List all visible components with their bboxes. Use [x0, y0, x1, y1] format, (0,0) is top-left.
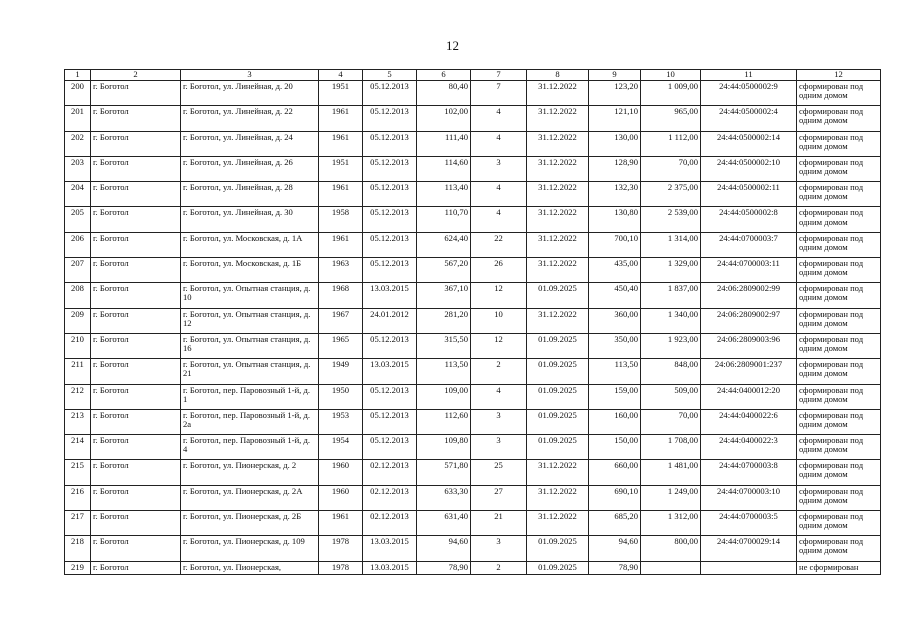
cell-land-status: сформирован под одним домом	[797, 536, 881, 561]
cell-address: г. Боготол, пер. Паровозный 1-й, д. 4	[181, 435, 319, 460]
cell-area: 113,50	[417, 359, 471, 384]
cell-land-status: сформирован под одним домом	[797, 308, 881, 333]
cell-cadastral-number: 24:44:0400012:20	[701, 384, 797, 409]
cell-area-total: 94,60	[589, 536, 641, 561]
cell-area-total: 78,90	[589, 561, 641, 574]
cell-row-number: 203	[65, 156, 91, 181]
cell-row-number: 201	[65, 106, 91, 131]
cell-municipality: г. Боготол	[91, 207, 181, 232]
cell-date-included: 02.12.2013	[363, 460, 417, 485]
cell-area-total: 121,10	[589, 106, 641, 131]
cell-row-number: 209	[65, 308, 91, 333]
table-row	[65, 207, 881, 232]
cell-residents: 4	[471, 106, 527, 131]
cell-build-year: 1968	[319, 283, 363, 308]
cell-build-year: 1978	[319, 561, 363, 574]
cell-build-year: 1967	[319, 308, 363, 333]
cell-land-status: сформирован под одним домом	[797, 409, 881, 434]
table-row	[65, 308, 881, 333]
cell-row-number: 205	[65, 207, 91, 232]
cell-area: 110,70	[417, 207, 471, 232]
cell-land-area	[641, 561, 701, 574]
column-header-2: 2	[91, 70, 181, 81]
cell-date-included: 05.12.2013	[363, 131, 417, 156]
table-header	[65, 70, 881, 81]
cell-address: г. Боготол, ул. Московская, д. 1Б	[181, 258, 319, 283]
cell-cadastral-number: 24:44:0500002:4	[701, 106, 797, 131]
cell-area-total: 450,40	[589, 283, 641, 308]
cell-land-area: 2 375,00	[641, 182, 701, 207]
cell-land-area: 1 481,00	[641, 460, 701, 485]
cell-area-total: 350,00	[589, 333, 641, 358]
cell-land-status: сформирован под одним домом	[797, 511, 881, 536]
cell-area-total: 160,00	[589, 409, 641, 434]
cell-planned-date: 31.12.2022	[527, 460, 589, 485]
cell-build-year: 1961	[319, 106, 363, 131]
cell-address: г. Боготол, ул. Пионерская, д. 2А	[181, 485, 319, 510]
column-header-11: 11	[701, 70, 797, 81]
cell-area-total: 435,00	[589, 258, 641, 283]
cell-land-status: сформирован под одним домом	[797, 207, 881, 232]
cell-municipality: г. Боготол	[91, 333, 181, 358]
cell-planned-date: 01.09.2025	[527, 536, 589, 561]
cell-date-included: 05.12.2013	[363, 333, 417, 358]
table-row	[65, 258, 881, 283]
cell-area-total: 700,10	[589, 232, 641, 257]
cell-build-year: 1960	[319, 485, 363, 510]
cell-municipality: г. Боготол	[91, 536, 181, 561]
cell-residents: 3	[471, 156, 527, 181]
cell-land-status: сформирован под одним домом	[797, 283, 881, 308]
cell-land-status: сформирован под одним домом	[797, 258, 881, 283]
cell-land-area: 70,00	[641, 409, 701, 434]
cell-municipality: г. Боготол	[91, 283, 181, 308]
cell-cadastral-number: 24:44:0500002:10	[701, 156, 797, 181]
cell-land-area: 1 314,00	[641, 232, 701, 257]
cell-area: 114,60	[417, 156, 471, 181]
table-row	[65, 232, 881, 257]
cell-municipality: г. Боготол	[91, 258, 181, 283]
cell-residents: 22	[471, 232, 527, 257]
cell-cadastral-number: 24:44:0500002:14	[701, 131, 797, 156]
cell-planned-date: 31.12.2022	[527, 81, 589, 106]
column-header-12: 12	[797, 70, 881, 81]
cell-land-area: 1 249,00	[641, 485, 701, 510]
cell-planned-date: 31.12.2022	[527, 258, 589, 283]
cell-residents: 10	[471, 308, 527, 333]
cell-land-area: 1 009,00	[641, 81, 701, 106]
cell-municipality: г. Боготол	[91, 131, 181, 156]
cell-municipality: г. Боготол	[91, 359, 181, 384]
cell-planned-date: 31.12.2022	[527, 232, 589, 257]
cell-date-included: 05.12.2013	[363, 258, 417, 283]
cell-date-included: 05.12.2013	[363, 182, 417, 207]
table-row	[65, 511, 881, 536]
cell-row-number: 206	[65, 232, 91, 257]
cell-area-total: 150,00	[589, 435, 641, 460]
cell-area-total: 130,80	[589, 207, 641, 232]
cell-municipality: г. Боготол	[91, 156, 181, 181]
cell-date-included: 24.01.2012	[363, 308, 417, 333]
table-row	[65, 333, 881, 358]
cell-residents: 3	[471, 435, 527, 460]
cell-area-total: 113,50	[589, 359, 641, 384]
cell-land-area: 800,00	[641, 536, 701, 561]
cell-residents: 4	[471, 131, 527, 156]
table-row	[65, 536, 881, 561]
cell-row-number: 214	[65, 435, 91, 460]
cell-row-number: 211	[65, 359, 91, 384]
cell-land-area: 1 112,00	[641, 131, 701, 156]
cell-land-area: 1 923,00	[641, 333, 701, 358]
cell-land-status: сформирован под одним домом	[797, 131, 881, 156]
cell-planned-date: 31.12.2022	[527, 156, 589, 181]
cell-residents: 3	[471, 409, 527, 434]
table-row	[65, 106, 881, 131]
cell-date-included: 13.03.2015	[363, 561, 417, 574]
cell-row-number: 207	[65, 258, 91, 283]
cell-residents: 4	[471, 207, 527, 232]
cell-area: 102,00	[417, 106, 471, 131]
cell-date-included: 05.12.2013	[363, 409, 417, 434]
cell-municipality: г. Боготол	[91, 561, 181, 574]
cell-municipality: г. Боготол	[91, 182, 181, 207]
cell-area-total: 159,00	[589, 384, 641, 409]
cell-area-total: 685,20	[589, 511, 641, 536]
cell-cadastral-number: 24:06:2809002:97	[701, 308, 797, 333]
table-row	[65, 182, 881, 207]
cell-cadastral-number: 24:44:0700003:8	[701, 460, 797, 485]
cell-address: г. Боготол, ул. Линейная, д. 30	[181, 207, 319, 232]
column-header-3: 3	[181, 70, 319, 81]
cell-date-included: 05.12.2013	[363, 156, 417, 181]
cell-municipality: г. Боготол	[91, 308, 181, 333]
cell-area: 111,40	[417, 131, 471, 156]
cell-build-year: 1961	[319, 131, 363, 156]
cell-row-number: 213	[65, 409, 91, 434]
cell-cadastral-number	[701, 561, 797, 574]
page-number: 12	[446, 38, 459, 53]
cell-land-status: сформирован под одним домом	[797, 156, 881, 181]
table-body	[65, 81, 881, 575]
cell-cadastral-number: 24:44:0700003:5	[701, 511, 797, 536]
cell-land-area: 848,00	[641, 359, 701, 384]
cell-residents: 2	[471, 359, 527, 384]
cell-date-included: 05.12.2013	[363, 207, 417, 232]
cell-land-area: 509,00	[641, 384, 701, 409]
cell-cadastral-number: 24:44:0400022:3	[701, 435, 797, 460]
cell-row-number: 212	[65, 384, 91, 409]
cell-row-number: 215	[65, 460, 91, 485]
cell-area-total: 130,00	[589, 131, 641, 156]
cell-cadastral-number: 24:44:0700003:10	[701, 485, 797, 510]
cell-area: 109,80	[417, 435, 471, 460]
cell-municipality: г. Боготол	[91, 435, 181, 460]
cell-date-included: 05.12.2013	[363, 435, 417, 460]
cell-row-number: 208	[65, 283, 91, 308]
cell-cadastral-number: 24:44:0500002:11	[701, 182, 797, 207]
table-row	[65, 409, 881, 434]
column-header-8: 8	[527, 70, 589, 81]
cell-residents: 2	[471, 561, 527, 574]
cell-area: 315,50	[417, 333, 471, 358]
cell-area: 113,40	[417, 182, 471, 207]
cell-planned-date: 01.09.2025	[527, 333, 589, 358]
cell-municipality: г. Боготол	[91, 81, 181, 106]
cell-date-included: 05.12.2013	[363, 106, 417, 131]
cell-planned-date: 31.12.2022	[527, 131, 589, 156]
cell-address: г. Боготол, ул. Опытная станция, д. 21	[181, 359, 319, 384]
cell-build-year: 1951	[319, 156, 363, 181]
cell-residents: 12	[471, 333, 527, 358]
cell-date-included: 05.12.2013	[363, 232, 417, 257]
cell-date-included: 05.12.2013	[363, 81, 417, 106]
table-row	[65, 384, 881, 409]
table-row	[65, 485, 881, 510]
cell-land-status: сформирован под одним домом	[797, 333, 881, 358]
cell-land-status: сформирован под одним домом	[797, 182, 881, 207]
cell-date-included: 13.03.2015	[363, 283, 417, 308]
table-row	[65, 460, 881, 485]
cell-land-area: 1 329,00	[641, 258, 701, 283]
cell-cadastral-number: 24:44:0500002:9	[701, 81, 797, 106]
cell-cadastral-number: 24:44:0500002:8	[701, 207, 797, 232]
cell-address: г. Боготол, пер. Паровозный 1-й, д. 1	[181, 384, 319, 409]
cell-municipality: г. Боготол	[91, 106, 181, 131]
cell-area: 571,80	[417, 460, 471, 485]
cell-area: 78,90	[417, 561, 471, 574]
cell-land-area: 1 837,00	[641, 283, 701, 308]
cell-date-included: 02.12.2013	[363, 485, 417, 510]
cell-cadastral-number: 24:44:0700029:14	[701, 536, 797, 561]
cell-planned-date: 01.09.2025	[527, 384, 589, 409]
header-row	[65, 70, 881, 81]
cell-cadastral-number: 24:44:0700003:11	[701, 258, 797, 283]
column-header-9: 9	[589, 70, 641, 81]
cell-planned-date: 01.09.2025	[527, 561, 589, 574]
cell-land-area: 1 312,00	[641, 511, 701, 536]
cell-build-year: 1978	[319, 536, 363, 561]
cell-build-year: 1951	[319, 81, 363, 106]
cell-municipality: г. Боготол	[91, 485, 181, 510]
cell-row-number: 200	[65, 81, 91, 106]
table-row	[65, 156, 881, 181]
cell-area: 631,40	[417, 511, 471, 536]
cell-row-number: 202	[65, 131, 91, 156]
cell-land-area: 2 539,00	[641, 207, 701, 232]
cell-planned-date: 01.09.2025	[527, 409, 589, 434]
column-header-5: 5	[363, 70, 417, 81]
cell-land-status: сформирован под одним домом	[797, 232, 881, 257]
cell-area-total: 690,10	[589, 485, 641, 510]
cell-address: г. Боготол, ул. Опытная станция, д. 10	[181, 283, 319, 308]
cell-build-year: 1950	[319, 384, 363, 409]
cell-area: 567,20	[417, 258, 471, 283]
cell-area: 367,10	[417, 283, 471, 308]
cell-address: г. Боготол, ул. Линейная, д. 22	[181, 106, 319, 131]
cell-build-year: 1961	[319, 511, 363, 536]
cell-land-status: сформирован под одним домом	[797, 81, 881, 106]
cell-land-status: сформирован под одним домом	[797, 384, 881, 409]
cell-build-year: 1953	[319, 409, 363, 434]
cell-residents: 27	[471, 485, 527, 510]
cell-municipality: г. Боготол	[91, 384, 181, 409]
cell-land-status: сформирован под одним домом	[797, 485, 881, 510]
cell-land-status: сформирован под одним домом	[797, 460, 881, 485]
cell-residents: 3	[471, 536, 527, 561]
cell-row-number: 219	[65, 561, 91, 574]
cell-area: 281,20	[417, 308, 471, 333]
cell-planned-date: 31.12.2022	[527, 511, 589, 536]
cell-area-total: 128,90	[589, 156, 641, 181]
cell-build-year: 1954	[319, 435, 363, 460]
cell-planned-date: 31.12.2022	[527, 308, 589, 333]
cell-land-status: сформирован под одним домом	[797, 435, 881, 460]
cell-municipality: г. Боготол	[91, 232, 181, 257]
cell-build-year: 1961	[319, 232, 363, 257]
cell-land-status: сформирован под одним домом	[797, 106, 881, 131]
cell-area-total: 360,00	[589, 308, 641, 333]
cell-build-year: 1949	[319, 359, 363, 384]
cell-row-number: 218	[65, 536, 91, 561]
cell-residents: 21	[471, 511, 527, 536]
cell-area: 112,60	[417, 409, 471, 434]
cell-planned-date: 01.09.2025	[527, 359, 589, 384]
cell-area: 94,60	[417, 536, 471, 561]
table-row	[65, 283, 881, 308]
column-header-4: 4	[319, 70, 363, 81]
cell-address: г. Боготол, ул. Опытная станция, д. 16	[181, 333, 319, 358]
cell-row-number: 210	[65, 333, 91, 358]
cell-municipality: г. Боготол	[91, 511, 181, 536]
cell-date-included: 02.12.2013	[363, 511, 417, 536]
table-row	[65, 435, 881, 460]
cell-planned-date: 31.12.2022	[527, 182, 589, 207]
cell-address: г. Боготол, ул. Линейная, д. 28	[181, 182, 319, 207]
cell-address: г. Боготол, ул. Линейная, д. 26	[181, 156, 319, 181]
column-header-1: 1	[65, 70, 91, 81]
housing-registry-table	[64, 69, 881, 575]
cell-build-year: 1961	[319, 182, 363, 207]
cell-row-number: 217	[65, 511, 91, 536]
cell-residents: 25	[471, 460, 527, 485]
table-row	[65, 81, 881, 106]
cell-build-year: 1958	[319, 207, 363, 232]
cell-land-area: 965,00	[641, 106, 701, 131]
cell-planned-date: 31.12.2022	[527, 485, 589, 510]
cell-land-status: сформирован под одним домом	[797, 359, 881, 384]
cell-address: г. Боготол, пер. Паровозный 1-й, д. 2а	[181, 409, 319, 434]
cell-municipality: г. Боготол	[91, 460, 181, 485]
cell-residents: 26	[471, 258, 527, 283]
cell-area: 633,30	[417, 485, 471, 510]
cell-residents: 4	[471, 384, 527, 409]
cell-cadastral-number: 24:06:2809002:99	[701, 283, 797, 308]
cell-row-number: 216	[65, 485, 91, 510]
cell-build-year: 1960	[319, 460, 363, 485]
cell-area-total: 123,20	[589, 81, 641, 106]
cell-area: 80,40	[417, 81, 471, 106]
cell-cadastral-number: 24:44:0700003:7	[701, 232, 797, 257]
cell-date-included: 13.03.2015	[363, 536, 417, 561]
cell-date-included: 13.03.2015	[363, 359, 417, 384]
column-header-6: 6	[417, 70, 471, 81]
cell-address: г. Боготол, ул. Опытная станция, д. 12	[181, 308, 319, 333]
cell-build-year: 1963	[319, 258, 363, 283]
cell-row-number: 204	[65, 182, 91, 207]
cell-land-status: не сформирован	[797, 561, 881, 574]
cell-land-area: 1 340,00	[641, 308, 701, 333]
table-row	[65, 131, 881, 156]
cell-address: г. Боготол, ул. Пионерская, д. 2Б	[181, 511, 319, 536]
column-header-10: 10	[641, 70, 701, 81]
cell-cadastral-number: 24:06:2809003:96	[701, 333, 797, 358]
cell-address: г. Боготол, ул. Линейная, д. 20	[181, 81, 319, 106]
table-row	[65, 359, 881, 384]
column-header-7: 7	[471, 70, 527, 81]
cell-address: г. Боготол, ул. Пионерская, д. 2	[181, 460, 319, 485]
cell-area-total: 132,30	[589, 182, 641, 207]
cell-address: г. Боготол, ул. Линейная, д. 24	[181, 131, 319, 156]
cell-residents: 12	[471, 283, 527, 308]
cell-planned-date: 31.12.2022	[527, 106, 589, 131]
cell-residents: 7	[471, 81, 527, 106]
cell-cadastral-number: 24:06:2809001:237	[701, 359, 797, 384]
cell-build-year: 1965	[319, 333, 363, 358]
cell-residents: 4	[471, 182, 527, 207]
cell-municipality: г. Боготол	[91, 409, 181, 434]
cell-cadastral-number: 24:44:0400022:6	[701, 409, 797, 434]
cell-land-area: 70,00	[641, 156, 701, 181]
cell-planned-date: 01.09.2025	[527, 435, 589, 460]
cell-area: 109,00	[417, 384, 471, 409]
cell-address: г. Боготол, ул. Пионерская, д. 109	[181, 536, 319, 561]
table-row	[65, 561, 881, 574]
cell-address: г. Боготол, ул. Пионерская,	[181, 561, 319, 574]
cell-planned-date: 31.12.2022	[527, 207, 589, 232]
cell-planned-date: 01.09.2025	[527, 283, 589, 308]
cell-area: 624,40	[417, 232, 471, 257]
cell-address: г. Боготол, ул. Московская, д. 1А	[181, 232, 319, 257]
cell-land-area: 1 708,00	[641, 435, 701, 460]
cell-area-total: 660,00	[589, 460, 641, 485]
cell-date-included: 05.12.2013	[363, 384, 417, 409]
